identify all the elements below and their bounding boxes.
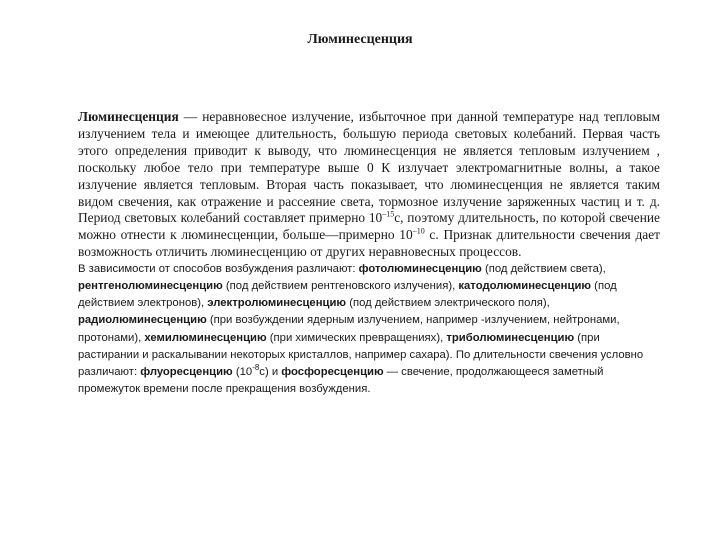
term-radioluminescence: радиолюминесценцию (78, 314, 207, 327)
term-fluorescence: флуоресценцию (140, 365, 233, 378)
term-cathodoluminescence: катодолюминесценцию (458, 280, 592, 293)
types-paragraph (78, 261, 660, 398)
definition-text-1: — неравновесное излучение, избыточное при данной температуре над тепловым излучением тела и имеющее длительность, большую периода световых колебаний. Первая часть этого определения приводит к выводу, что люминесценция не является тепловым излучением , поскольку любое тело при температуре выше 0 К излучает электромагнитные волны, а такое излучение является тепловым. Вторая часть показывает, что люминесценция не является таким видом свечения, как отражение и рассеяние света, тормозное излучение заряженных частиц и т. д. Период световых колебаний составляет примерно 10 (78, 109, 660, 226)
definition-text-3: с. Признак длительности свечения дает возможность отличить люминесценцию от других неравновесных процессов. (78, 227, 660, 260)
xray-desc: (под действием рентгеновского излучения), (222, 280, 459, 293)
exponent-1: –15 (382, 209, 395, 219)
term-luminescence: Люминесценция (78, 109, 179, 124)
fluo-desc: (10 (232, 365, 253, 378)
definition-text-2: с, поэтому длительность, по которой свечение можно отнести к люминесценции, больше—примерно 10 (78, 210, 660, 243)
term-triboluminescence: триболюминесценцию (446, 331, 575, 344)
content-body (78, 109, 660, 398)
fluo-end: с) и (259, 365, 282, 378)
term-electroluminescence: электролюминесценцию (207, 297, 347, 310)
chemi-desc: (при химических превращениях), (266, 331, 447, 344)
electro-desc: (под действием электрического поля), (346, 297, 550, 310)
page-title: Люминесценция (307, 32, 413, 47)
term-chemiluminescence: хемилюминесценцию (144, 331, 267, 344)
radio-desc: (при возбуждении ядерным излучением, например -излучением, нейтронами, протонами), (78, 314, 620, 344)
photo-desc: (под действием света), (481, 263, 606, 276)
term-xray-luminescence: рентгенолюминесценцию (78, 280, 223, 293)
exponent-2: –10 (412, 226, 425, 236)
definition-paragraph (78, 109, 660, 261)
phos-desc: — свечение, продолжающееся заметный промежуток времени после прекращения возбуждения. (78, 365, 604, 395)
types-intro: В зависимости от способов возбуждения различают: (78, 263, 359, 276)
cathodo-desc: (под действием электронов), (78, 280, 617, 310)
tribo-desc: (при растирании и раскалывании некоторых кристаллов, например сахара). По длительности свечения условно различают: (78, 331, 644, 378)
fluo-exponent: -8 (252, 362, 260, 372)
term-photoluminescence: фотолюминесценцию (358, 263, 482, 276)
term-phosphorescence: фосфоресценцию (281, 365, 384, 378)
